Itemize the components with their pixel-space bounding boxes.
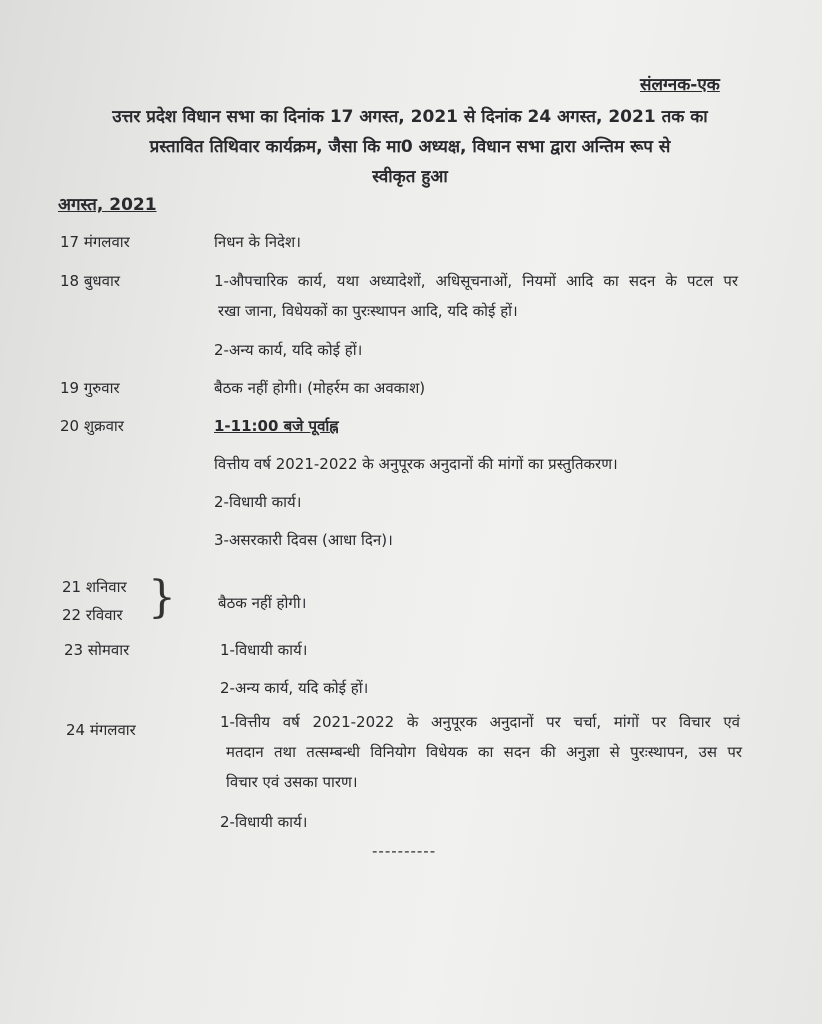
day-18: 18 बुधवार bbox=[60, 272, 121, 290]
day-24-item-1-line-3: विचार एवं उसका पारण। bbox=[226, 773, 358, 791]
day-21-22-item: बैठक नहीं होगी। bbox=[218, 594, 307, 612]
day-19: 19 गुरुवार bbox=[60, 379, 120, 397]
day-17: 17 मंगलवार bbox=[60, 233, 130, 251]
day-20: 20 शुक्रवार bbox=[60, 417, 124, 435]
day-20-heading: 1-11:00 बजे पूर्वाह्न bbox=[214, 417, 339, 435]
brace-symbol: } bbox=[148, 572, 176, 623]
day-23-item-2: 2-अन्य कार्य, यदि कोई हों। bbox=[220, 679, 369, 697]
day-17-item-1: निधन के निदेश। bbox=[214, 233, 301, 251]
day-18-item-1-line-2: रखा जाना, विधेयकों का पुरःस्थापन आदि, यदि कोई हों। bbox=[218, 302, 518, 320]
day-20-item-1: वित्तीय वर्ष 2021-2022 के अनुपूरक अनुदानों की मांगों का प्रस्तुतिकरण। bbox=[214, 455, 618, 473]
day-23-item-1: 1-विधायी कार्य। bbox=[220, 641, 308, 659]
title-line-2: प्रस्तावित तिथिवार कार्यक्रम, जैसा कि मा0 अध्यक्ष, विधान सभा द्वारा अन्तिम रूप से bbox=[149, 137, 671, 157]
month-heading: अगस्त, 2021 bbox=[58, 195, 157, 215]
day-23: 23 सोमवार bbox=[64, 641, 130, 659]
day-20-item-2: 2-विधायी कार्य। bbox=[214, 493, 302, 511]
day-18-item-2: 2-अन्य कार्य, यदि कोई हों। bbox=[214, 341, 363, 359]
day-20-item-3: 3-असरकारी दिवस (आधा दिन)। bbox=[214, 531, 393, 549]
annexure-label: संलग्नक-एक bbox=[640, 75, 720, 95]
day-19-item-1: बैठक नहीं होगी। (मोहर्रम का अवकाश) bbox=[214, 379, 426, 397]
end-rule: ---------- bbox=[372, 842, 437, 860]
day-24-item-1-line-1: 1-वित्तीय वर्ष 2021-2022 के अनुपूरक अनुदानों पर चर्चा, मांगों पर विचार एवं bbox=[220, 713, 740, 731]
title-line-3: स्वीकृत हुआ bbox=[372, 167, 448, 187]
title-line-1: उत्तर प्रदेश विधान सभा का दिनांक 17 अगस्त, 2021 से दिनांक 24 अगस्त, 2021 तक का bbox=[112, 107, 708, 127]
day-24-item-1-line-2: मतदान तथा तत्सम्बन्धी विनियोग विधेयक का सदन की अनुज्ञा से पुरःस्थापन, उस पर bbox=[226, 743, 742, 761]
day-21: 21 शनिवार bbox=[62, 578, 127, 596]
day-24-item-2: 2-विधायी कार्य। bbox=[220, 813, 308, 831]
day-24: 24 मंगलवार bbox=[66, 721, 136, 739]
day-22: 22 रविवार bbox=[62, 606, 123, 624]
day-18-item-1-line-1: 1-औपचारिक कार्य, यथा अध्यादेशों, अधिसूचनाओं, नियमों आदि का सदन के पटल पर bbox=[214, 272, 738, 290]
